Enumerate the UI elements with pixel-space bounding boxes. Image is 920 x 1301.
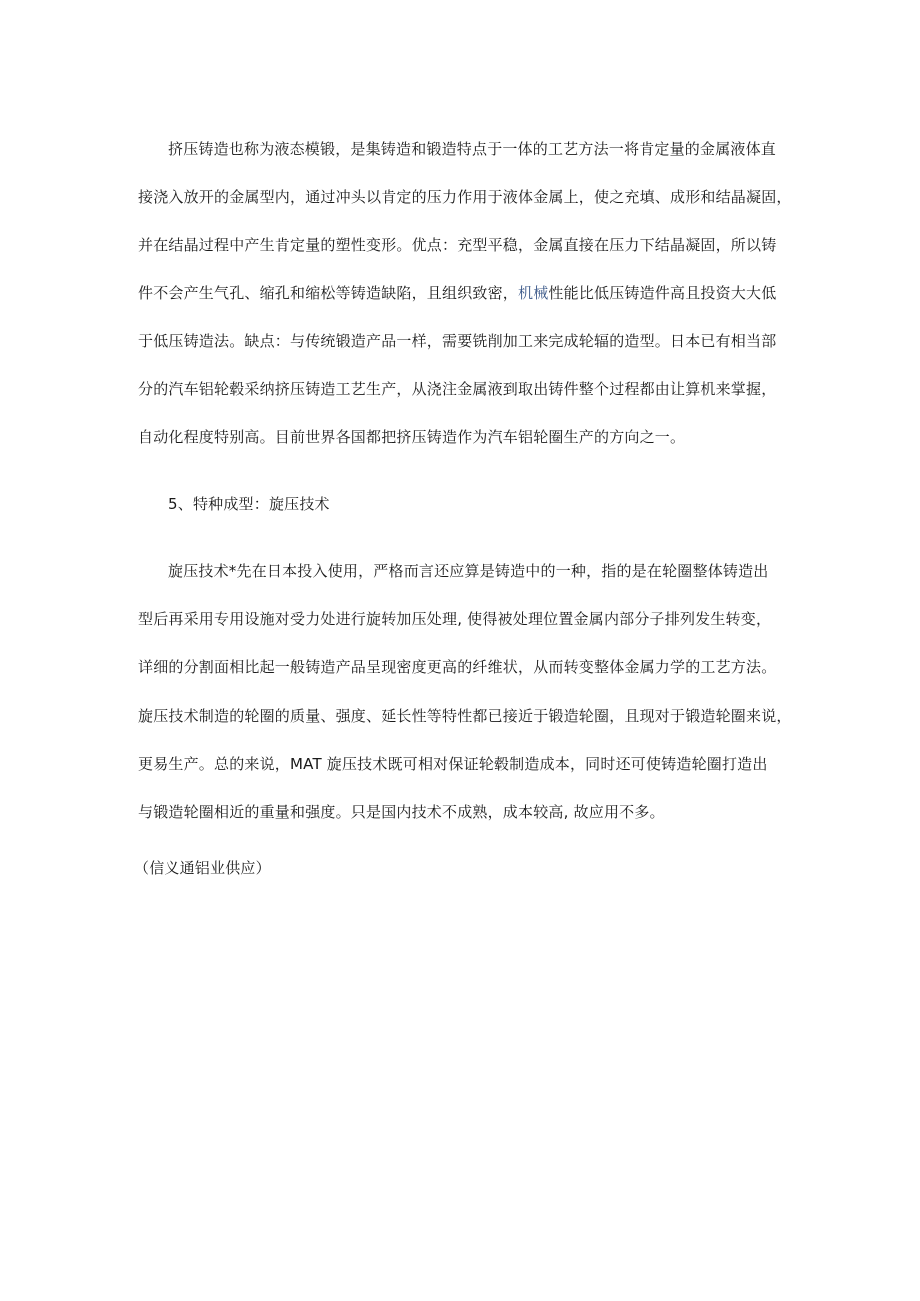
paragraph1-line-4-tail: 性能比低压铸造件高且投资大大低: [548, 284, 777, 302]
paragraph2-line-1: 旋压技术*先在日本投入使用，严格而言还应算是铸造中的一种，指的是在轮圈整体铸造出: [168, 562, 769, 580]
paragraph1-line-5: 于低压铸造法。缺点：与传统锻造产品一样，需要铣削加工来完成轮辐的造型。日本已有相当部: [138, 332, 777, 350]
paragraph1-line-6: 分的汽车铝轮毂采纳挤压铸造工艺生产，从浇注金属液到取出铸件整个过程都由让算机来掌握，: [138, 380, 777, 398]
paragraph1-line-1: 挤压铸造也称为液态模锻，是集铸造和锻造特点于一体的工艺方法一将肯定量的金属液体直: [168, 140, 777, 158]
paragraph1-line-7: 自动化程度特别高。目前世界各国都把挤压铸造作为汽车铝轮圈生产的方向之一。: [138, 428, 686, 446]
source-note: （信义通铝业供应）: [134, 859, 271, 877]
paragraph2-line-5: 更易生产。总的来说，MAT 旋压技术既可相对保证轮毂制造成本，同时还可使铸造轮圈打造出: [138, 755, 768, 773]
paragraph1-line-3: 并在结晶过程中产生肯定量的塑性变形。优点：充型平稳，金属直接在压力下结晶凝固，所以铸: [138, 236, 777, 254]
paragraph2-line-4: 旋压技术制造的轮圈的质量、强度、延长性等特性都已接近于锻造轮圈，且现对于锻造轮圈来说，: [138, 707, 792, 725]
paragraph1-line-2: 接浇入放开的金属型内，通过冲头以肯定的压力作用于液体金属上，使之充填、成形和结晶凝固，: [138, 188, 792, 206]
machinery-link[interactable]: 机械: [518, 284, 549, 302]
paragraph1-line-4-text: 件不会产生气孔、缩孔和缩松等铸造缺陷，且组织致密，: [138, 284, 519, 302]
paragraph1-line-4: [138, 283, 776, 303]
paragraph2-line-2: 型后再采用专用设施对受力处进行旋转加压处理, 使得被处理位置金属内部分子排列发生转变，: [138, 610, 772, 628]
paragraph2-line-6: 与锻造轮圈相近的重量和强度。只是国内技术不成熟，成本较高, 故应用不多。: [138, 803, 665, 821]
section-heading: 5、特种成型：旋压技术: [168, 495, 330, 513]
paragraph2-line-3: 详细的分割面相比起一般铸造产品呈现密度更高的纤维状，从而转变整体金属力学的工艺方法。: [138, 658, 777, 676]
